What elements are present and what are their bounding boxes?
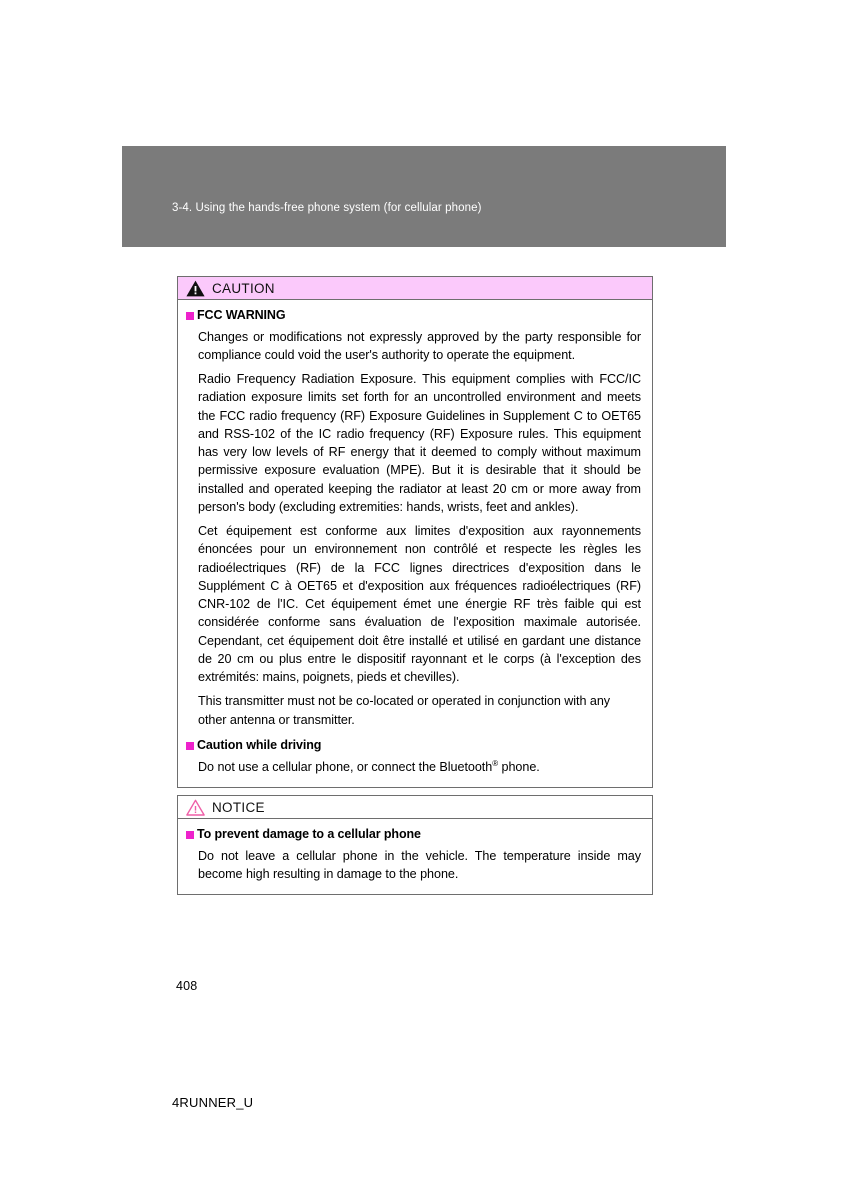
subsection-heading-caution-while-driving [186, 738, 644, 754]
subsection-heading-text: Caution while driving [197, 737, 322, 752]
paragraph-bluetooth [186, 758, 644, 776]
caution-box [177, 276, 653, 788]
caution-box-title: CAUTION [212, 280, 275, 296]
paragraph: This transmitter must not be co-located or operated in conjunction with any other antenna or transmitter. [198, 694, 611, 727]
notice-box-title: NOTICE [212, 799, 265, 815]
subsection-heading-fcc-warning [186, 308, 644, 324]
notice-box [177, 795, 653, 895]
paragraph: Radio Frequency Radiation Exposure. This equipment complies with FCC/IC radiation exposure limits set forth for an uncontrolled environment and meets the FCC radio frequency (RF) Exposure Guidelines in Supplement C to OET65 and RSS-102 of the IC radio frequency (RF) Exposure rules. This equipment has very low levels of RF energy that it deemed to comply without maximum permissive exposure evaluation (MPE). But it is desirable that it should be installed and operated keeping the radiator at least 20 cm or more away from person's body (excluding extremities: hands, wrists, feet and ankles). [198, 372, 641, 514]
magenta-square-bullet-icon [186, 312, 194, 320]
paragraph: Do not leave a cellular phone in the vehicle. The temperature inside may become high resulting in damage to the phone. [198, 848, 641, 881]
paragraph: Changes or modifications not expressly approved by the party responsible for compliance could void the user's authority to operate the equipment. [198, 329, 641, 362]
warning-triangle-solid-icon [186, 280, 205, 297]
caution-box-body [178, 300, 652, 787]
section-header-bar [122, 146, 726, 247]
subsection-heading-text: To prevent damage to a cellular phone [197, 827, 421, 841]
notice-box-body [178, 819, 652, 894]
paragraph: Cet équipement est conforme aux limites d'exposition aux rayonnements énoncées pour un environnement non contrôlé et respecte les règles les radioélectriques (RF) de la FCC lignes directrices d'exposition dans le Supplément C à OET65 et d'exposition aux fréquences radioélectriques (RF) CNR-102 de l'IC. Cet équipement émet une énergie RF très faible qui est considérée conforme sans évaluation de l'exposition maximale autorisée. Cependant, cet équipement doit être installé et utilisé en gardant une distance de 20 cm ou plus entre le dispositif rayonnant et le corps (à l'exception des extrémités: mains, poignets, pieds et chevilles). [198, 524, 641, 685]
magenta-square-bullet-icon [186, 831, 194, 839]
caution-box-header [178, 277, 652, 300]
document-code: 4RUNNER_U [172, 1095, 254, 1110]
subsection-heading-prevent-damage [186, 827, 644, 843]
subsection-heading-text: FCC WARNING [197, 308, 286, 322]
notice-box-header [178, 796, 652, 819]
warning-triangle-outline-icon [186, 799, 205, 816]
page-number: 408 [176, 979, 198, 993]
section-header-title: 3-4. Using the hands-free phone system (for cellular phone) [172, 202, 482, 214]
paragraph-text-suffix: phone. [498, 759, 540, 774]
magenta-square-bullet-icon [186, 742, 194, 750]
registered-trademark-symbol: ® [492, 758, 499, 768]
paragraph-text-prefix: Do not use a cellular phone, or connect the Bluetooth [198, 759, 493, 774]
